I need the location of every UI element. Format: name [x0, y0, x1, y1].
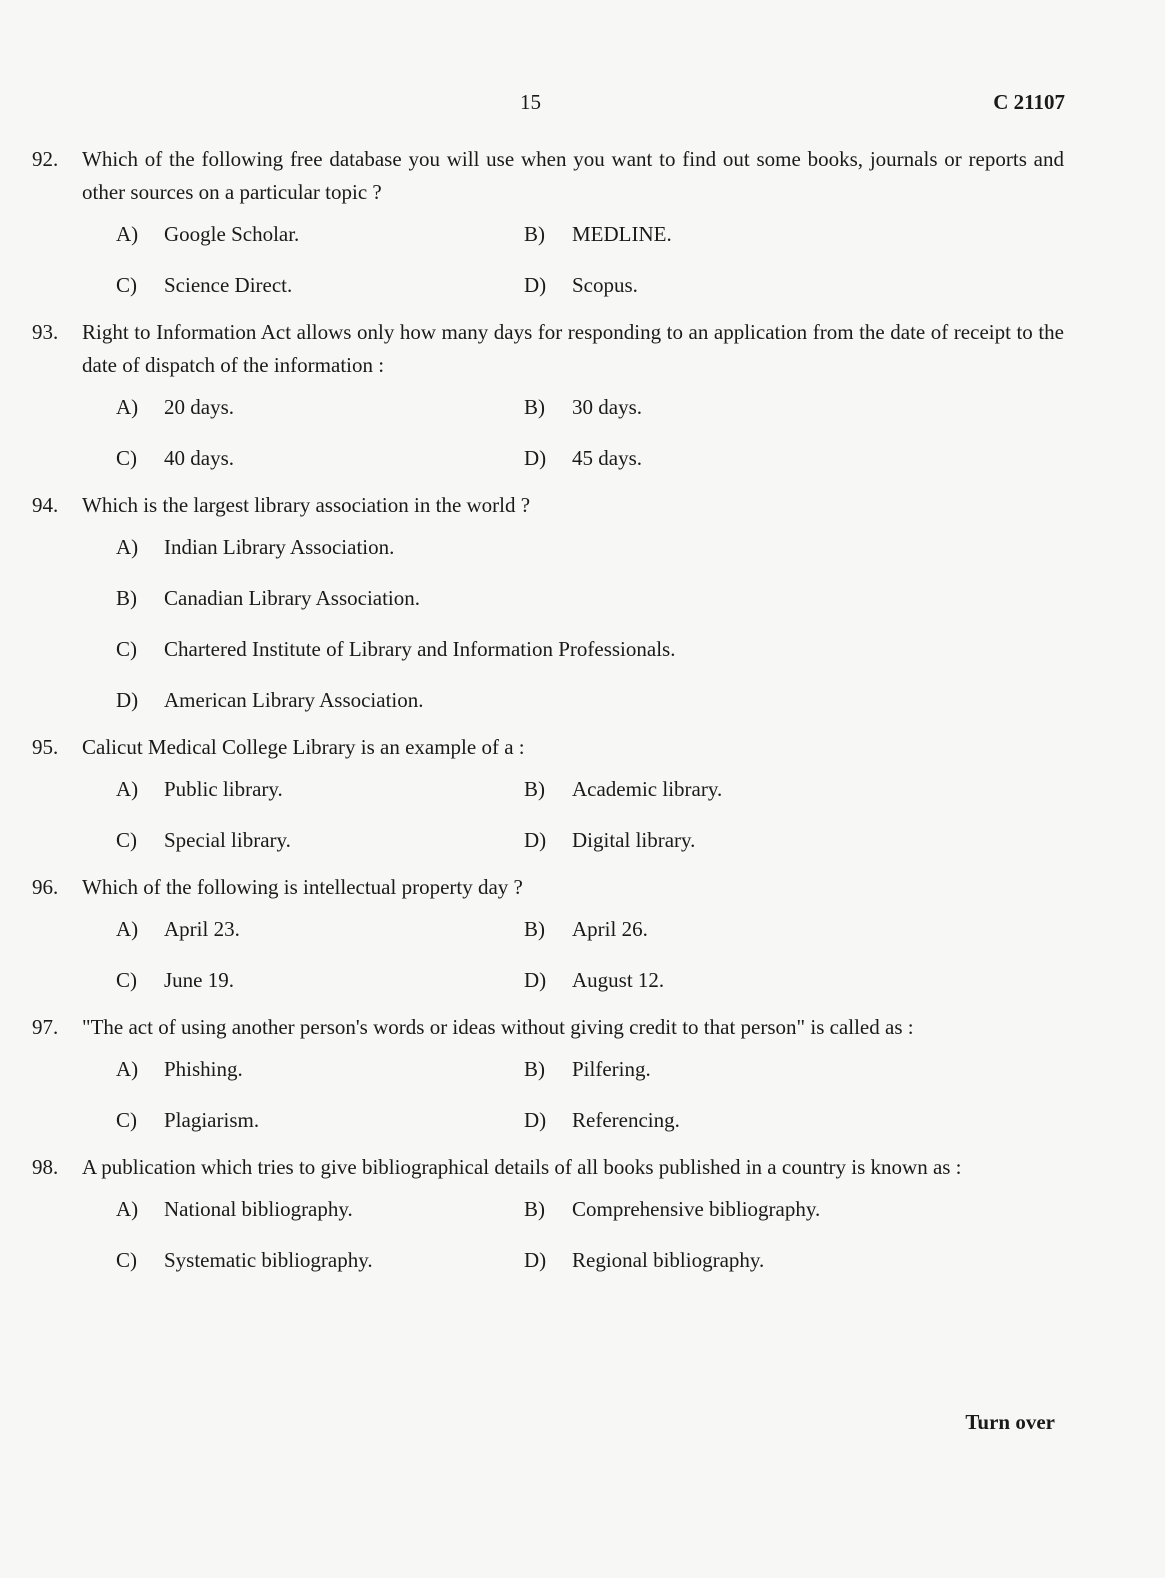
question-text: Right to Information Act allows only how many days for responding to an application from the date of receipt to the date of dispatch of the information :: [82, 320, 1064, 377]
option-letter: A): [116, 222, 139, 246]
option-d: [524, 824, 932, 857]
question-number: 95.: [32, 735, 59, 759]
option-letter: B): [524, 222, 545, 246]
option-text: Canadian Library Association.: [164, 586, 421, 610]
option-set: [116, 913, 1064, 997]
option-a: [116, 1193, 524, 1226]
option-set: [116, 773, 1064, 857]
option-c: [116, 269, 524, 302]
question-94: [32, 489, 1064, 717]
option-text: Science Direct.: [164, 273, 293, 297]
option-b: [524, 1053, 932, 1086]
question-92: [32, 143, 1064, 302]
option-letter: D): [524, 968, 547, 992]
option-c: [116, 824, 524, 857]
option-a: [116, 391, 524, 424]
option-text: Indian Library Association.: [164, 535, 395, 559]
option-b: [524, 773, 932, 806]
question-text: Which of the following is intellectual property day ?: [82, 875, 523, 899]
option-text: National bibliography.: [164, 1197, 353, 1221]
question-97: [32, 1011, 1064, 1137]
question-96: [32, 871, 1064, 997]
option-c: [116, 633, 1064, 666]
option-a: [116, 1053, 524, 1086]
option-text: Public library.: [164, 777, 283, 801]
option-set: [116, 1053, 1064, 1137]
option-letter: D): [116, 688, 139, 712]
option-letter: A): [116, 917, 139, 941]
question-number: 97.: [32, 1015, 59, 1039]
question-95: [32, 731, 1064, 857]
question-stem: [32, 1151, 1064, 1184]
option-text: August 12.: [572, 968, 665, 992]
option-letter: C): [116, 446, 137, 470]
option-text: Plagiarism.: [164, 1108, 260, 1132]
turn-over-note: Turn over: [965, 1410, 1055, 1434]
option-text: American Library Association.: [164, 688, 424, 712]
option-set: [116, 391, 1064, 475]
option-c: [116, 1104, 524, 1137]
option-text: June 19.: [164, 968, 234, 992]
question-stem: [32, 1011, 1064, 1044]
option-letter: C): [116, 968, 137, 992]
question-stem: [32, 731, 1064, 764]
option-text: Pilfering.: [572, 1057, 651, 1081]
question-stem: [32, 489, 1064, 522]
option-text: 40 days.: [164, 446, 234, 470]
question-number: 93.: [32, 320, 59, 344]
option-text: Comprehensive bibliography.: [572, 1197, 821, 1221]
option-b: [524, 391, 932, 424]
option-letter: A): [116, 777, 139, 801]
option-b: [116, 582, 1064, 615]
option-d: [524, 1104, 932, 1137]
option-d: [524, 269, 932, 302]
option-letter: B): [524, 1057, 545, 1081]
option-letter: C): [116, 828, 137, 852]
option-text: MEDLINE.: [572, 222, 672, 246]
option-letter: C): [116, 1108, 137, 1132]
option-letter: B): [524, 395, 545, 419]
option-text: 45 days.: [572, 446, 642, 470]
option-a: [116, 913, 524, 946]
option-text: Regional bibliography.: [572, 1248, 765, 1272]
question-stem: [32, 871, 1064, 904]
option-set: [116, 1193, 1064, 1277]
option-text: Scopus.: [572, 273, 638, 297]
option-d: [116, 684, 1064, 717]
question-text: Which of the following free database you will use when you want to find out some books, journals or reports and other sources on a particular topic ?: [82, 147, 1064, 204]
option-letter: D): [524, 273, 547, 297]
option-text: Referencing.: [572, 1108, 680, 1132]
option-letter: B): [524, 1197, 545, 1221]
option-letter: A): [116, 1057, 139, 1081]
option-letter: B): [524, 917, 545, 941]
page-number: 15: [520, 90, 541, 114]
option-text: April 26.: [572, 917, 648, 941]
option-d: [524, 1244, 932, 1277]
option-letter: D): [524, 828, 547, 852]
option-letter: B): [116, 586, 137, 610]
option-a: [116, 218, 524, 251]
option-a: [116, 773, 524, 806]
option-b: [524, 913, 932, 946]
question-text: A publication which tries to give bibliographical details of all books published in a country is known as :: [82, 1155, 962, 1179]
option-b: [524, 1193, 932, 1226]
option-b: [524, 218, 932, 251]
question-93: [32, 316, 1064, 475]
question-number: 98.: [32, 1155, 59, 1179]
option-text: 30 days.: [572, 395, 642, 419]
option-text: Google Scholar.: [164, 222, 300, 246]
option-letter: A): [116, 1197, 139, 1221]
option-text: 20 days.: [164, 395, 234, 419]
option-text: April 23.: [164, 917, 240, 941]
option-a: [116, 531, 1064, 564]
question-number: 92.: [32, 147, 59, 171]
option-letter: A): [116, 535, 139, 559]
option-letter: C): [116, 1248, 137, 1272]
paper-code: C 21107: [993, 90, 1065, 114]
option-text: Chartered Institute of Library and Information Professionals.: [164, 637, 676, 661]
option-letter: C): [116, 637, 137, 661]
question-text: Calicut Medical College Library is an example of a :: [82, 735, 525, 759]
option-text: Digital library.: [572, 828, 696, 852]
option-c: [116, 964, 524, 997]
question-stem: [32, 316, 1064, 382]
option-letter: D): [524, 1108, 547, 1132]
question-number: 94.: [32, 493, 59, 517]
question-list: [32, 143, 1064, 1291]
option-letter: D): [524, 1248, 547, 1272]
question-text: "The act of using another person's words or ideas without giving credit to that person" is called as :: [82, 1015, 914, 1039]
option-set: [116, 218, 1064, 302]
option-set: [116, 531, 1064, 717]
option-letter: D): [524, 446, 547, 470]
option-text: Systematic bibliography.: [164, 1248, 373, 1272]
question-text: Which is the largest library association in the world ?: [82, 493, 531, 517]
option-text: Academic library.: [572, 777, 723, 801]
option-d: [524, 442, 932, 475]
option-d: [524, 964, 932, 997]
option-letter: A): [116, 395, 139, 419]
question-number: 96.: [32, 875, 59, 899]
option-text: Special library.: [164, 828, 291, 852]
option-c: [116, 1244, 524, 1277]
question-98: [32, 1151, 1064, 1277]
option-text: Phishing.: [164, 1057, 243, 1081]
option-letter: C): [116, 273, 137, 297]
question-stem: [32, 143, 1064, 209]
option-letter: B): [524, 777, 545, 801]
option-c: [116, 442, 524, 475]
